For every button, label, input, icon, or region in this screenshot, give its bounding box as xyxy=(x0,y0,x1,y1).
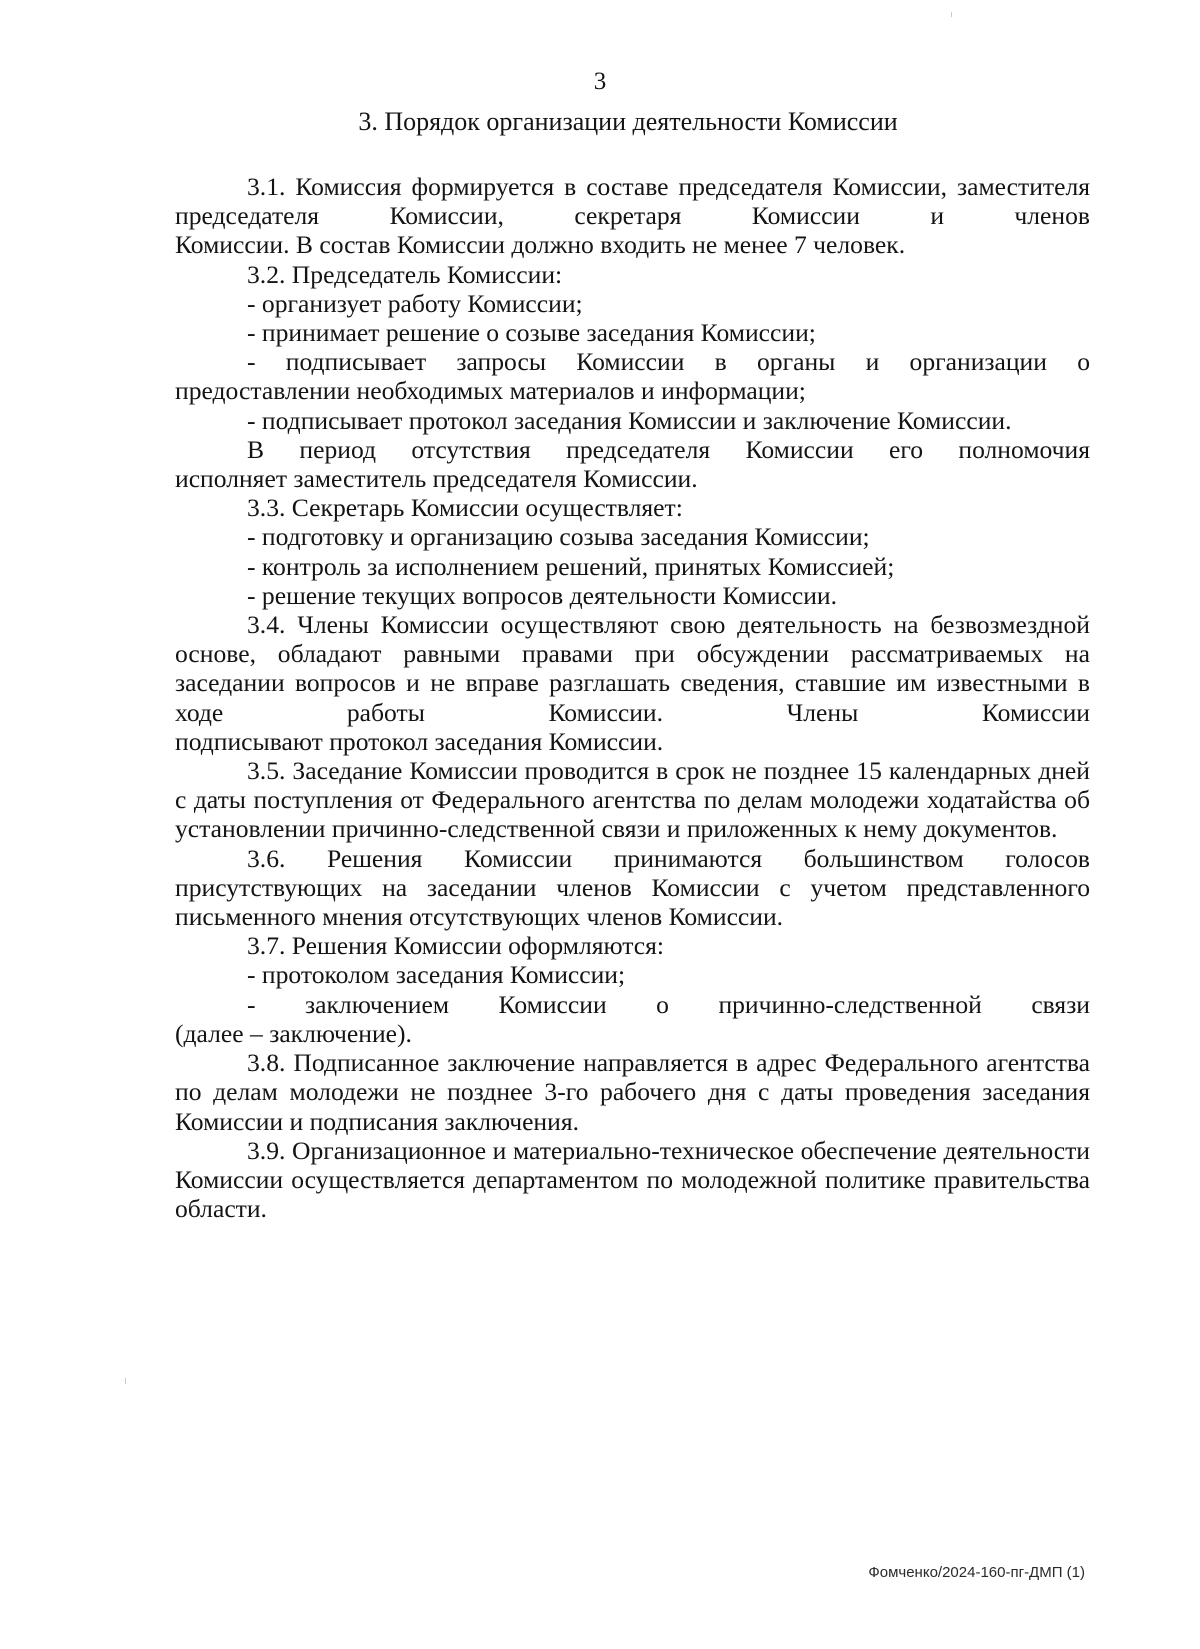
list-item: - подписывает запросы Комиссии в органы и организации о xyxy=(247,347,1090,377)
list-item: - протоколом заседания Комиссии; xyxy=(247,960,626,990)
paragraph-3-3: 3.3. Секретарь Комиссии осуществляет: xyxy=(247,493,683,523)
paragraph-absence-end: исполняет заместитель председателя Комиссии. xyxy=(175,464,698,494)
list-item-continuation: предоставлении необходимых материалов и информации; xyxy=(175,376,806,406)
document-body xyxy=(175,172,1090,1223)
paragraph-3-1: 3.1. Комиссия формируется в составе председателя Комиссии, заместителя председателя Комиссии, секретаря Комиссии и членов xyxy=(175,172,1090,231)
list-item-continuation: (далее – заключение). xyxy=(175,1018,412,1048)
scan-speck xyxy=(125,1378,126,1384)
paragraph-3-2: 3.2. Председатель Комиссии: xyxy=(247,259,563,289)
paragraph-3-8: 3.8. Подписанное заключение направляется в адрес Федерального агентства по делам молодежи не позднее 3-го рабочего дня с даты проведения заседания Комиссии и подписания заключения. xyxy=(175,1048,1090,1136)
document-reference: Фомченко/2024-160-пг-ДМП (1) xyxy=(868,1564,1085,1581)
paragraph-3-7: 3.7. Решения Комиссии оформляются: xyxy=(247,931,665,961)
paragraph-3-1-end: Комиссии. В состав Комиссии должно входить не менее 7 человек. xyxy=(175,230,906,260)
list-item: - организует работу Комиссии; xyxy=(247,288,583,318)
list-item: - контроль за исполнением решений, принятых Комиссией; xyxy=(247,551,895,581)
paragraph-3-9: 3.9. Организационное и материально-техническое обеспечение деятельности Комиссии осуществляется департаментом по молодежной политике правительства области. xyxy=(175,1135,1090,1224)
paragraph-3-6: 3.6. Решения Комиссии принимаются большинством голосов присутствующих на заседании членов Комиссии с учетом представленного письменного мнения отсутствующих членов Комиссии. xyxy=(175,843,1090,932)
list-item: - решение текущих вопросов деятельности Комиссии. xyxy=(247,580,838,610)
list-item: - заключением Комиссии о причинно-следственной связи xyxy=(247,989,1090,1019)
section-title: 3. Порядок организации деятельности Комиссии xyxy=(358,107,898,136)
scan-speck xyxy=(951,12,952,17)
list-item: - подписывает протокол заседания Комиссии и заключение Комиссии. xyxy=(247,405,1012,435)
paragraph-3-5: 3.5. Заседание Комиссии проводится в срок не позднее 15 календарных дней с даты поступления от Федерального агентства по делам молодежи ходатайства об установлении причинно-следственной связи и приложенных к нему документов. xyxy=(175,756,1090,844)
page-number: 3 xyxy=(593,68,607,95)
list-item: - подготовку и организацию созыва заседания Комиссии; xyxy=(247,522,870,552)
paragraph-3-4-end: подписывают протокол заседания Комиссии. xyxy=(175,726,664,756)
list-item: - принимает решение о созыве заседания Комиссии; xyxy=(247,318,816,348)
paragraph-absence: В период отсутствия председателя Комиссии его полномочия xyxy=(247,434,1090,464)
paragraph-3-4: 3.4. Члены Комиссии осуществляют свою деятельность на безвозмездной основе, обладают равными правами при обсуждении рассматриваемых на заседании вопросов и не вправе разглашать сведения, ставшие им известными в ходе работы Комиссии. Члены Комиссии xyxy=(175,610,1090,727)
